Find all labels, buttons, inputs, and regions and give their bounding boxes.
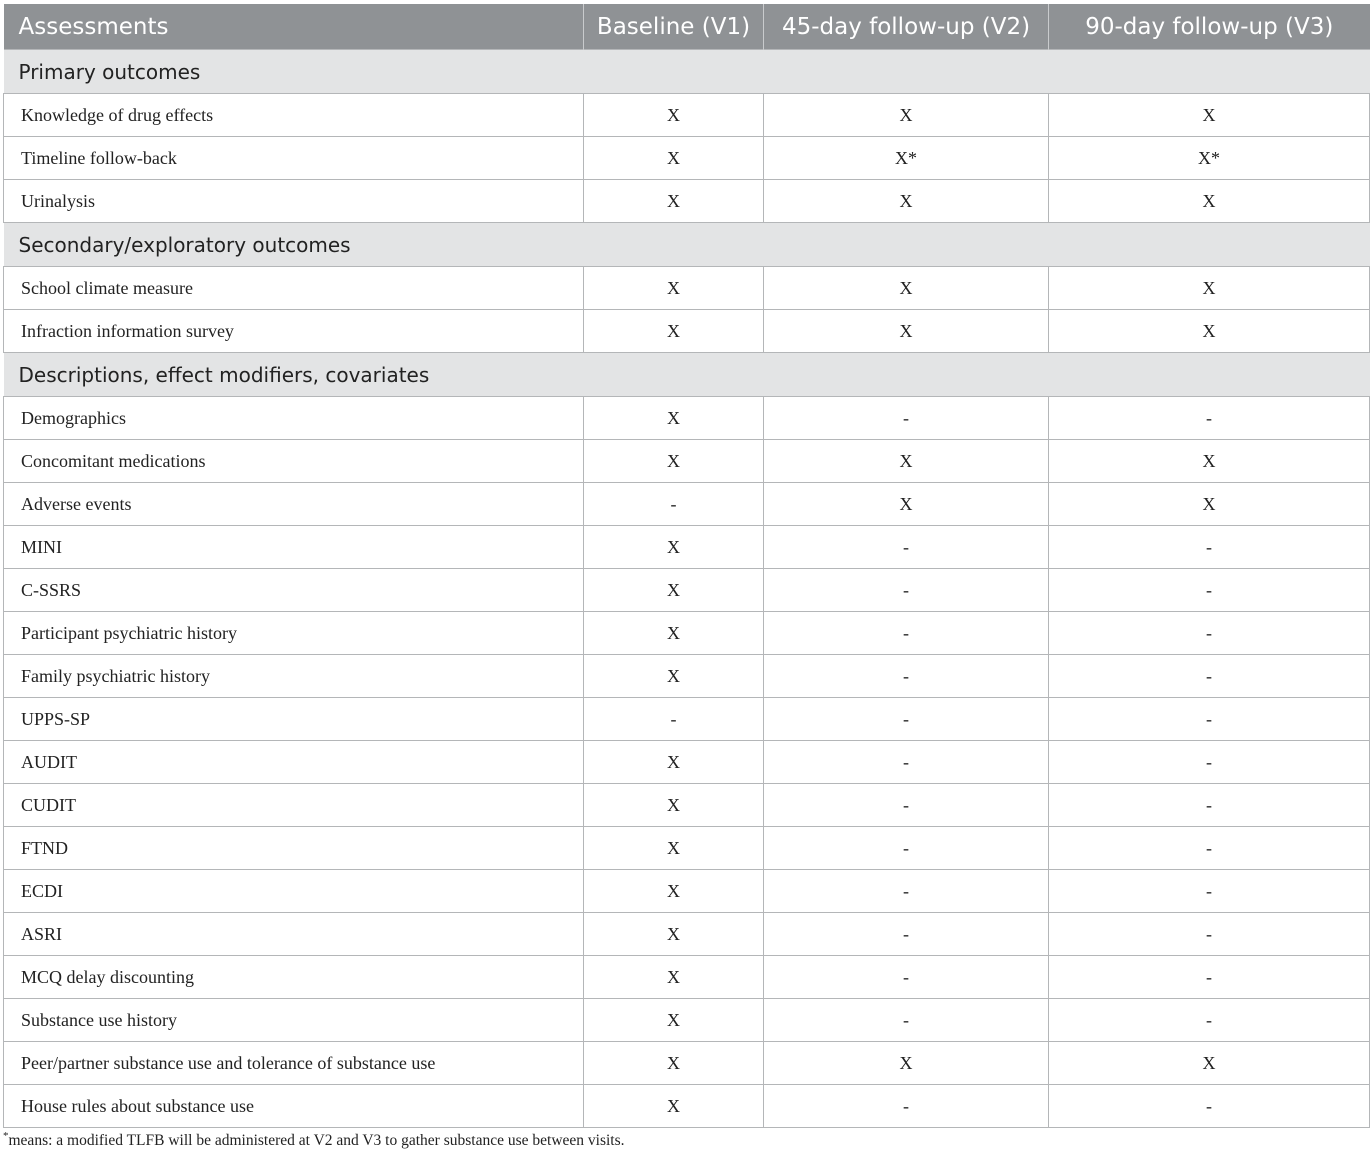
visit-v1-cell: X [584,784,764,827]
visit-v2-cell: - [764,569,1049,612]
footnote [3,1130,625,1150]
visit-v1-cell: X [584,612,764,655]
assessment-name: Substance use history [4,999,584,1042]
visit-v1-cell: X [584,137,764,180]
visit-v2-cell: - [764,999,1049,1042]
visit-v2-cell: - [764,526,1049,569]
header-45-day: 45-day follow-up (V2) [764,4,1049,50]
visit-v2-cell: - [764,913,1049,956]
visit-v1-cell: X [584,310,764,353]
visit-v2-cell: - [764,612,1049,655]
visit-v2-cell: X [764,267,1049,310]
visit-v1-cell: X [584,827,764,870]
assessment-name: ECDI [4,870,584,913]
assessment-name: C-SSRS [4,569,584,612]
assessment-name: Concomitant medications [4,440,584,483]
table-body [4,50,1370,1128]
visit-v3-cell: - [1049,397,1370,440]
visit-v1-cell: X [584,956,764,999]
visit-v2-cell: X [764,440,1049,483]
visit-v1-cell: X [584,999,764,1042]
visit-v1-cell: X [584,440,764,483]
visit-v2-cell: - [764,1085,1049,1128]
visit-v3-cell: X* [1049,137,1370,180]
table-row [4,827,1370,870]
assessment-name: MINI [4,526,584,569]
visit-v3-cell: X [1049,1042,1370,1085]
visit-v1-cell: X [584,526,764,569]
section-title: Primary outcomes [4,50,1370,94]
visit-v3-cell: - [1049,612,1370,655]
visit-v3-cell: - [1049,526,1370,569]
table-row [4,1085,1370,1128]
visit-v3-cell: X [1049,483,1370,526]
visit-v3-cell: X [1049,267,1370,310]
assessment-name: Peer/partner substance use and tolerance of substance use [4,1042,584,1085]
assessment-name: CUDIT [4,784,584,827]
section-title: Descriptions, effect modifiers, covariates [4,353,1370,397]
visit-v3-cell: - [1049,1085,1370,1128]
visit-v2-cell: - [764,784,1049,827]
visit-v3-cell: - [1049,655,1370,698]
visit-v2-cell: - [764,870,1049,913]
assessment-name: AUDIT [4,741,584,784]
visit-v3-cell: - [1049,741,1370,784]
visit-v2-cell: X [764,483,1049,526]
assessment-name: Urinalysis [4,180,584,223]
visit-v1-cell: X [584,94,764,137]
footnote-text: means: a modified TLFB will be administered at V2 and V3 to gather substance use between visits. [8,1132,625,1150]
table-row [4,137,1370,180]
visit-v1-cell: X [584,870,764,913]
visit-v3-cell: X [1049,310,1370,353]
footnote-marker: * [3,1130,9,1142]
assessment-name: MCQ delay discounting [4,956,584,999]
visit-v3-cell: X [1049,440,1370,483]
table-row [4,1042,1370,1085]
table-row [4,999,1370,1042]
visit-v3-cell: X [1049,180,1370,223]
assessment-name: School climate measure [4,267,584,310]
visit-v1-cell: X [584,397,764,440]
assessment-name: Knowledge of drug effects [4,94,584,137]
table-row [4,698,1370,741]
visit-v2-cell: - [764,397,1049,440]
assessment-name: Infraction information survey [4,310,584,353]
visit-v3-cell: - [1049,870,1370,913]
visit-v2-cell: X [764,1042,1049,1085]
table-row [4,267,1370,310]
section-row [4,50,1370,94]
section-row [4,353,1370,397]
visit-v2-cell: - [764,827,1049,870]
visit-v2-cell: - [764,655,1049,698]
visit-v2-cell: X [764,94,1049,137]
visit-v1-cell: - [584,483,764,526]
assessment-name: FTND [4,827,584,870]
visit-v3-cell: - [1049,827,1370,870]
visit-v3-cell: - [1049,569,1370,612]
visit-v1-cell: X [584,913,764,956]
visit-v1-cell: X [584,1042,764,1085]
visit-v2-cell: X [764,310,1049,353]
table-row [4,526,1370,569]
assessment-name: Participant psychiatric history [4,612,584,655]
header-baseline: Baseline (V1) [584,4,764,50]
table-row [4,655,1370,698]
table-row [4,913,1370,956]
table-row [4,741,1370,784]
header-90-day: 90-day follow-up (V3) [1049,4,1370,50]
section-row [4,223,1370,267]
visit-v3-cell: - [1049,784,1370,827]
header-assessments: Assessments [4,4,584,50]
visit-v1-cell: X [584,741,764,784]
table-row [4,440,1370,483]
table-row [4,569,1370,612]
visit-v2-cell: - [764,956,1049,999]
table-row [4,483,1370,526]
table-row [4,310,1370,353]
table-row [4,612,1370,655]
visit-v3-cell: - [1049,999,1370,1042]
visit-v3-cell: X [1049,94,1370,137]
table-row [4,180,1370,223]
assessment-name: UPPS-SP [4,698,584,741]
assessment-name: Adverse events [4,483,584,526]
table-header [4,4,1370,50]
visit-v1-cell: X [584,655,764,698]
table-row [4,870,1370,913]
visit-v3-cell: - [1049,913,1370,956]
table-row [4,784,1370,827]
visit-v2-cell: - [764,741,1049,784]
visit-v1-cell: - [584,698,764,741]
visit-v1-cell: X [584,180,764,223]
assessment-name: ASRI [4,913,584,956]
assessment-name: Timeline follow-back [4,137,584,180]
assessment-name: House rules about substance use [4,1085,584,1128]
table-row [4,956,1370,999]
assessment-name: Family psychiatric history [4,655,584,698]
visit-v1-cell: X [584,267,764,310]
visit-v2-cell: X* [764,137,1049,180]
visit-v2-cell: X [764,180,1049,223]
table-row [4,94,1370,137]
visit-v2-cell: - [764,698,1049,741]
section-title: Secondary/exploratory outcomes [4,223,1370,267]
assessments-table [3,4,1370,1128]
table-row [4,397,1370,440]
visit-v1-cell: X [584,1085,764,1128]
assessment-name: Demographics [4,397,584,440]
visit-v1-cell: X [584,569,764,612]
visit-v3-cell: - [1049,698,1370,741]
visit-v3-cell: - [1049,956,1370,999]
